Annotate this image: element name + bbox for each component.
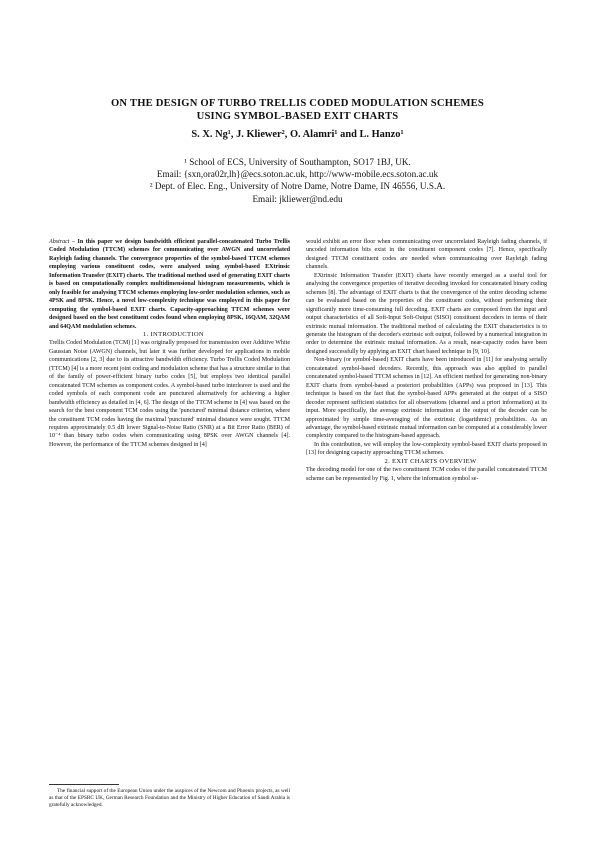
affiliations <box>30 156 565 205</box>
paper-title <box>30 97 565 123</box>
footnote-rule <box>49 784 119 785</box>
right-column <box>306 238 547 483</box>
body-paragraph: would exhibit an error floor when communicating over uncorrelated Rayleigh fading channels, if uncoded information bits exist in the constituent component codes [7]. Hence, specifically designed TTCM constituent codes are needed when communicating over Rayleigh fading channels. <box>306 239 547 271</box>
body-paragraph: In this contribution, we will employ the low-complexity symbol-based EXIT charts proposed in [13] for designing capacity approaching TTCM schemes. <box>306 441 547 457</box>
abstract-label: Abstract – <box>49 239 76 245</box>
affiliation-2-email: Email: jkliewer@nd.edu <box>252 193 343 204</box>
affiliation-2: ² Dept. of Elec. Eng., University of Notre Dame, Notre Dame, IN 46556, U.S.A. <box>149 181 446 192</box>
title-line-2: USING SYMBOL-BASED EXIT CHARTS <box>196 111 399 122</box>
section-heading-exit-charts: 2. EXIT CHARTS OVERVIEW <box>384 457 477 465</box>
abstract-text: In this paper we design bandwidth efficient parallel-concatenated Turbo Trellis Coded Modulation (TTCM) schemes for communicating over AWGN and uncorrelated Rayleigh fading channels. The convergence properties of the symbol-based TTCM schemes employing various constituent codes, were analysed using symbol-based EXtrinsic Information Transfer (EXIT) charts. The traditional method used of generating EXIT charts is based on computationally complex multidimensional histogram measurements, which is only feasible for analysing TTCM schemes employing low-order modulation schemes, such as 4PSK and 8PSK. Hence, a novel low-complexity technique was employed in this paper for computing the symbol-based EXIT charts. Capacity-approaching TTCM schemes were designed based on the best constituent codes found when employing 8PSK, 16QAM, 32QAM and 64QAM modulation schemes. <box>49 239 291 330</box>
left-column <box>49 238 290 449</box>
abstract <box>49 238 290 331</box>
affiliation-1: ¹ School of ECS, University of Southampton, SO17 1BJ, UK. <box>184 157 411 167</box>
title-line-1: ON THE DESIGN OF TURBO TRELLIS CODED MODULATION SCHEMES <box>110 98 485 109</box>
footnote-text: The financial support of the European Union under the auspices of the Newcom and Phoenix projects, as well as that of the EPSRC UK, German Research Foundation and the Ministry of Higher Education of Saudi Arabia is gratefully acknowledged. <box>49 788 290 809</box>
section-heading-introduction: 1. INTRODUCTION <box>143 330 204 338</box>
intro-paragraph: Trellis Coded Modulation (TCM) [1] was originally proposed for transmission over Additive White Gaussian Noise (AWGN) channels, but later it was further developed for applications in mobile communications [2, 3] due to its attractive bandwidth efficiency. Turbo Trellis Coded Modulation (TTCM) [4] is a more recent joint coding and modulation scheme that has a structure similar to that of the family of power-efficient binary turbo codes [5], but employs two identical parallel concatenated TCM schemes as component codes. A symbol-based turbo interleaver is used and the coded symbols of each component code are punctured alternatively for achieving a higher bandwidth efficiency as detailed in [4, 6]. The design of the TTCM scheme in [4] was based on the search for the best component TCM codes using the 'punctured' minimal distance criterion, where the constituent TCM codes having the maximal 'punctured' minimal distance were sought. TTCM requires approximately 0.5 dB lower Signal-to-Noise Ratio (SNR) at a Bit Error Ratio (BER) of 10⁻⁴ than binary turbo codes when communicating using 8PSK over AWGN channels [4]. However, the performance of the TTCM schemes designed in [4] <box>49 340 290 448</box>
body-paragraph: EXtrinsic Information Transfer (EXIT) charts have recently emerged as a useful tool for analysing the convergence properties of iterative decoding invoked for concatenated binary coding schemes [8]. The advantage of EXIT charts is that the convergence of the entire decoding scheme can be evaluated based on the properties of the constituent codes, without performing their significantly more time-consuming full decoding. EXIT charts are composed from the input and output characteristics of all Soft-Input Soft-Output (SISO) constituent decoders in terms of their extrinsic mutual information. The traditional method of calculating the EXIT characteristics is to generate the histogram of the decoder's extrinsic soft output, followed by a numerical integration in order to determine the extrinsic mutual information. As a result, near-capacity codes have been designed successfully by applying an EXIT chart based technique in [9, 10]. <box>306 272 547 355</box>
section2-paragraph: The decoding model for one of the two constituent TCM codes of the parallel concatenated TTCM scheme can be represented by Fig. 1, where the information symbol se- <box>306 467 547 482</box>
affiliation-1-email: Email: {sxn,ora02r,lh}@ecs.soton.ac.uk, http://www-mobile.ecs.soton.ac.uk <box>156 169 439 180</box>
body-paragraph: Non-binary (or symbol-based) EXIT charts have been introduced in [11] for analysing serially concatenated symbol-based decoders. Recently, this approach was also applied to parallel concatenated symbol-based TTCM schemes in [12]. An efficient method for generating non-binary EXIT charts from symbol-based a posteriori probabilities (APPs) was proposed in [13]. This technique is based on the fact that the symbol-based APPs generated at the output of a SISO decoder represent sufficient statistics for all observations (channel and a priori information) at its input. More specifically, the average extrinsic information at the output of the decoder can be approximated by simple time-averaging of the extrinsic (logarithmic) probabilities. As an advantage, the symbol-based extrinsic mutual information can be computed at a considerably lower complexity compared to the histogram-based approach. <box>306 357 547 440</box>
footnote <box>49 784 290 809</box>
author-list: S. X. Ng¹, J. Kliewer², O. Alamri¹ and L. Hanzo¹ <box>191 129 404 140</box>
